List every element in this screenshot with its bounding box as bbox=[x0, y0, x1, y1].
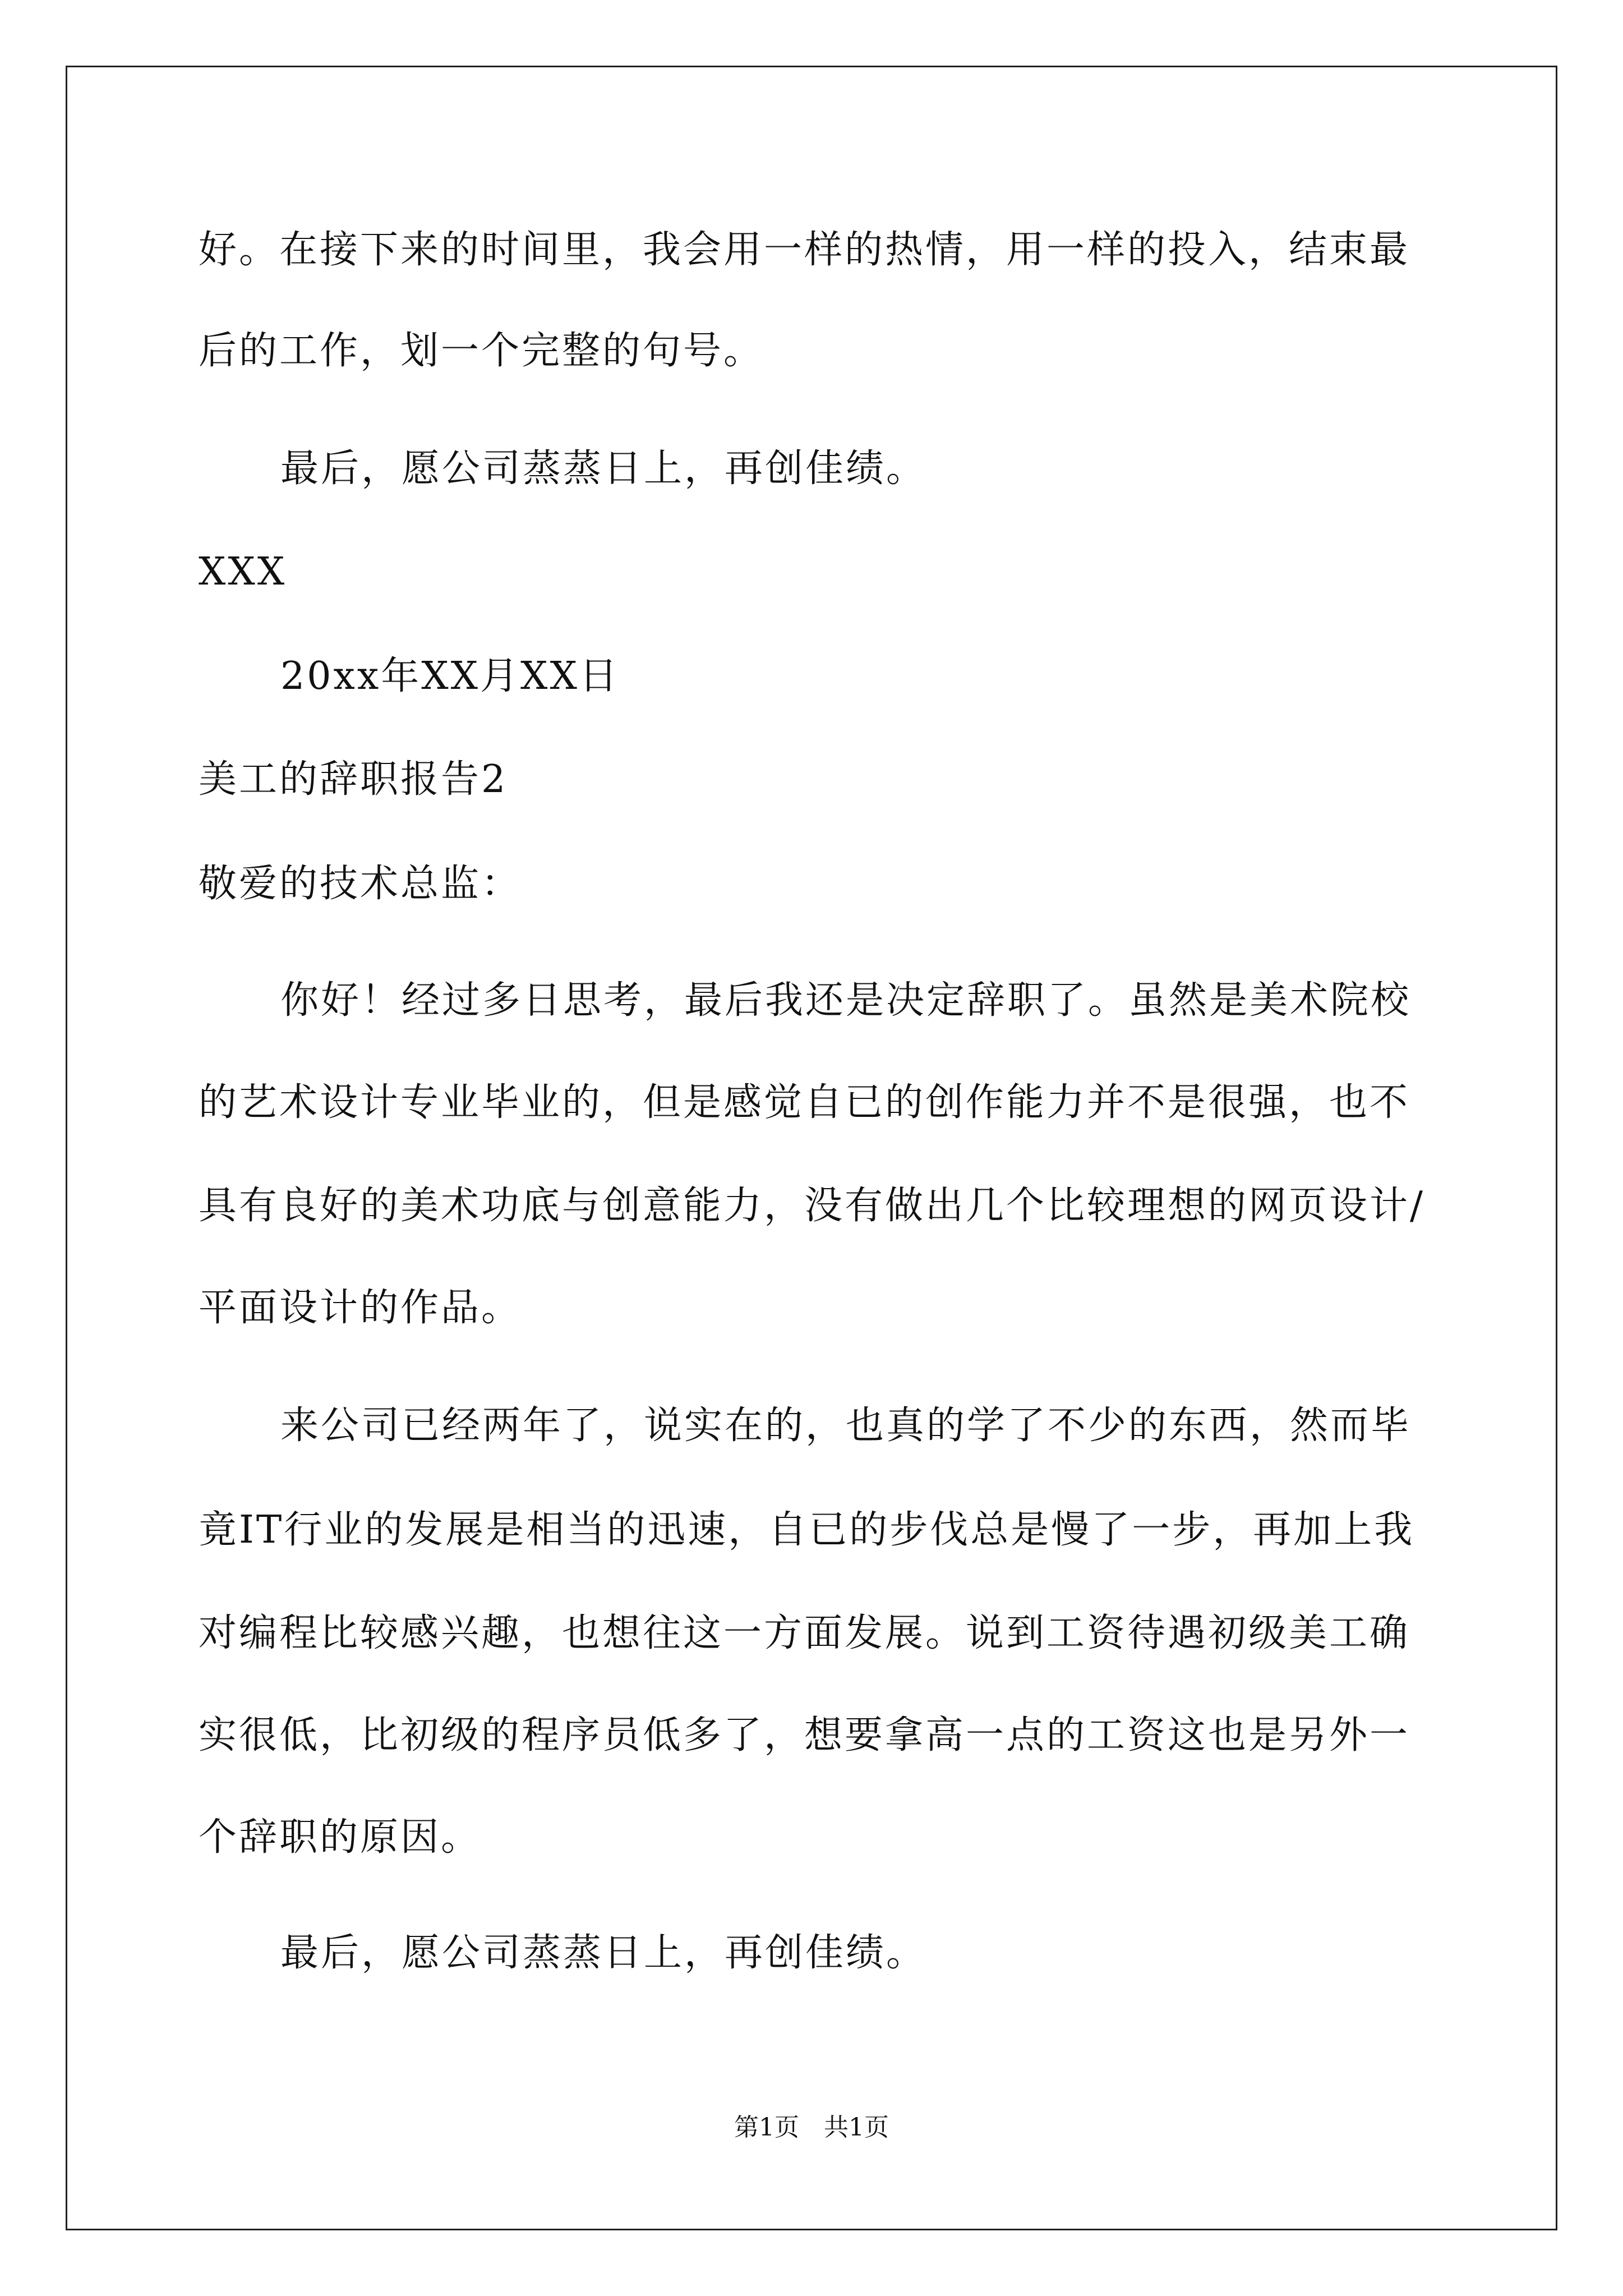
closing-wish-2: 最后，愿公司蒸蒸日上，再创佳绩。 bbox=[280, 1931, 927, 1975]
text-line-11: 平面设计的作品。 bbox=[199, 1286, 522, 1330]
text-line-12: 来公司已经两年了，说实在的，也真的学了不少的东西，然而毕 bbox=[280, 1404, 1412, 1448]
text-line-10: 具有良好的美术功底与创意能力，没有做出几个比较理想的网页设计/ bbox=[199, 1184, 1425, 1228]
text-line-15: 实很低，比初级的程序员低多了，想要拿高一点的工资这也是另外一 bbox=[199, 1713, 1410, 1757]
signature: XXX bbox=[199, 550, 287, 594]
section-title: 美工的辞职报告2 bbox=[199, 757, 508, 802]
closing-wish: 最后，愿公司蒸蒸日上，再创佳绩。 bbox=[280, 447, 927, 491]
page-footer: 第1页 共1页 bbox=[734, 2113, 889, 2142]
text-line-8: 你好！经过多日思考，最后我还是决定辞职了。虽然是美术院校 bbox=[280, 978, 1412, 1023]
text-line-14: 对编程比较感兴趣，也想往这一方面发展。说到工资待遇初级美工确 bbox=[199, 1611, 1410, 1655]
page-border bbox=[66, 66, 1557, 2230]
text-line-2: 后的工作，划一个完整的句号。 bbox=[199, 329, 764, 373]
salutation: 敬爱的技术总监： bbox=[199, 862, 522, 906]
text-line-1: 好。在接下来的时间里，我会用一样的热情，用一样的投入，结束最 bbox=[199, 228, 1410, 272]
date: 20xx年XX月XX日 bbox=[280, 654, 620, 698]
text-line-13: 竟IT行业的发展是相当的迅速，自已的步伐总是慢了一步，再加上我 bbox=[199, 1508, 1415, 1552]
text-line-16: 个辞职的原因。 bbox=[199, 1815, 482, 1860]
text-line-9: 的艺术设计专业毕业的，但是感觉自已的创作能力并不是很强，也不 bbox=[199, 1080, 1410, 1125]
